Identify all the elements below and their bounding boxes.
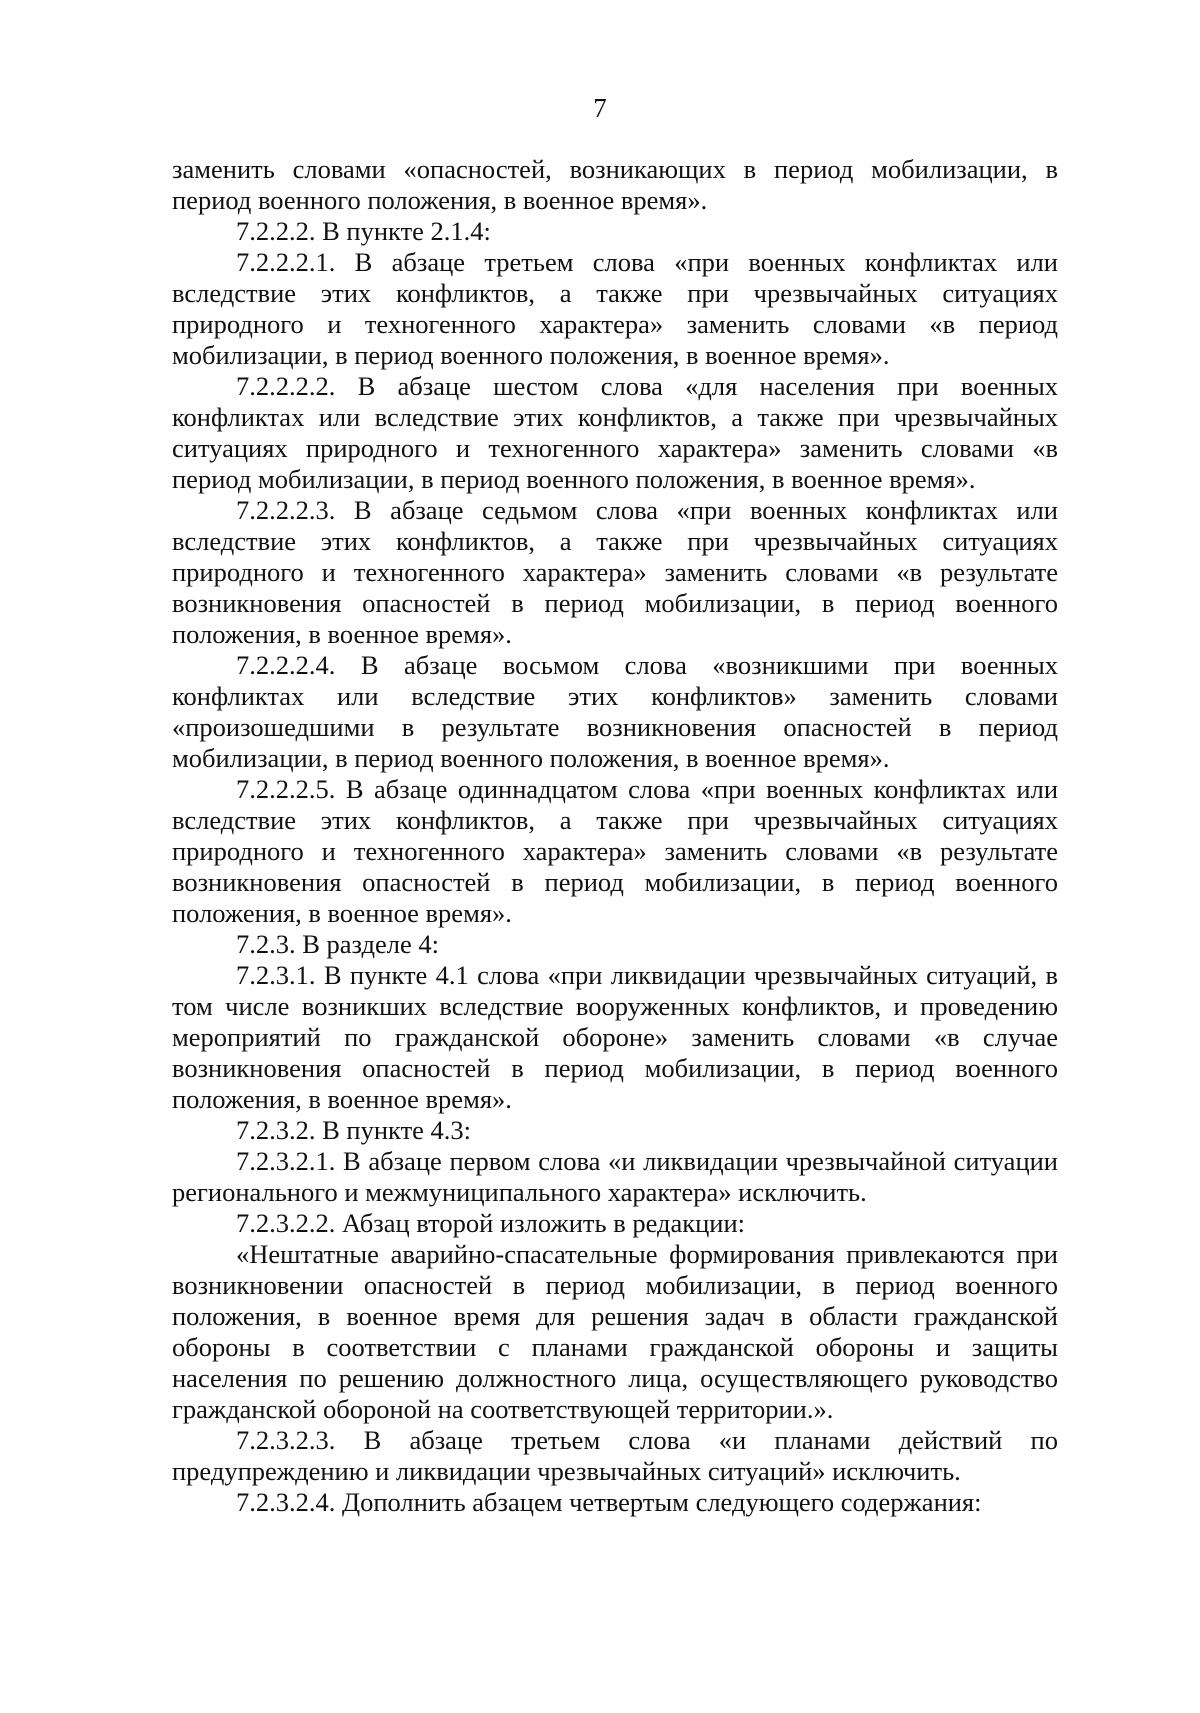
paragraph: 7.2.2.2.4. В абзаце восьмом слова «возникшими при военных конфликтах или вследствие этих конфликтов» заменить словами «произошедшими в результате возникновения опасностей в период мобилизации, в период военного положения, в военное время». — [172, 650, 1058, 773]
document-body — [172, 154, 1058, 1518]
paragraph: 7.2.3.2. В пункте 4.3: — [236, 1115, 472, 1145]
paragraph: 7.2.2.2.5. В абзаце одиннадцатом слова «при военных конфликтах или вследствие этих конфликтов, а также при чрезвычайных ситуациях природного и техногенного характера» заменить словами «в результате возникновения опасностей в период мобилизации, в период военного положения, в военное время». — [172, 774, 1058, 928]
paragraph: 7.2.3.2.3. В абзаце третьем слова «и планами действий по предупреждению и ликвидации чрезвычайных ситуаций» исключить. — [172, 1425, 1058, 1486]
paragraph: 7.2.2.2.2. В абзаце шестом слова «для населения при военных конфликтах или вследствие этих конфликтов, а также при чрезвычайных ситуациях природного и техногенного характера» заменить словами «в период мобилизации, в период военного положения, в военное время». — [172, 371, 1058, 494]
paragraph: 7.2.3. В разделе 4: — [236, 929, 440, 959]
paragraph: 7.2.3.2.2. Абзац второй изложить в редакции: — [236, 1208, 746, 1238]
paragraph: «Нештатные аварийно-спасательные формирования привлекаются при возникновении опасностей в период мобилизации, в период военного положения, в военное время для решения задач в области гражданской обороны в соответствии с планами гражданской обороны и защиты населения по решению должностного лица, осуществляющего руководство гражданской обороной на соответствующей территории.». — [172, 1239, 1058, 1424]
page-number: 7 — [593, 93, 607, 123]
paragraph: заменить словами «опасностей, возникающих в период мобилизации, в период военного положения, в военное время». — [172, 154, 1058, 215]
paragraph: 7.2.2.2.3. В абзаце седьмом слова «при военных конфликтах или вследствие этих конфликтов, а также при чрезвычайных ситуациях природного и техногенного характера» заменить словами «в результате возникновения опасностей в период мобилизации, в период военного положения, в военное время». — [172, 495, 1058, 649]
paragraph: 7.2.3.2.4. Дополнить абзацем четвертым следующего содержания: — [236, 1487, 982, 1517]
paragraph: 7.2.3.2.1. В абзаце первом слова «и ликвидации чрезвычайной ситуации регионального и межмуниципального характера» исключить. — [172, 1146, 1058, 1207]
paragraph: 7.2.2.2. В пункте 2.1.4: — [236, 216, 491, 246]
paragraph: 7.2.3.1. В пункте 4.1 слова «при ликвидации чрезвычайных ситуаций, в том числе возникших вследствие вооруженных конфликтов, и проведению мероприятий по гражданской обороне» заменить словами «в случае возникновения опасностей в период мобилизации, в период военного положения, в военное время». — [172, 960, 1058, 1114]
paragraph: 7.2.2.2.1. В абзаце третьем слова «при военных конфликтах или вследствие этих конфликтов, а также при чрезвычайных ситуациях природного и техногенного характера» заменить словами «в период мобилизации, в период военного положения, в военное время». — [172, 247, 1058, 370]
